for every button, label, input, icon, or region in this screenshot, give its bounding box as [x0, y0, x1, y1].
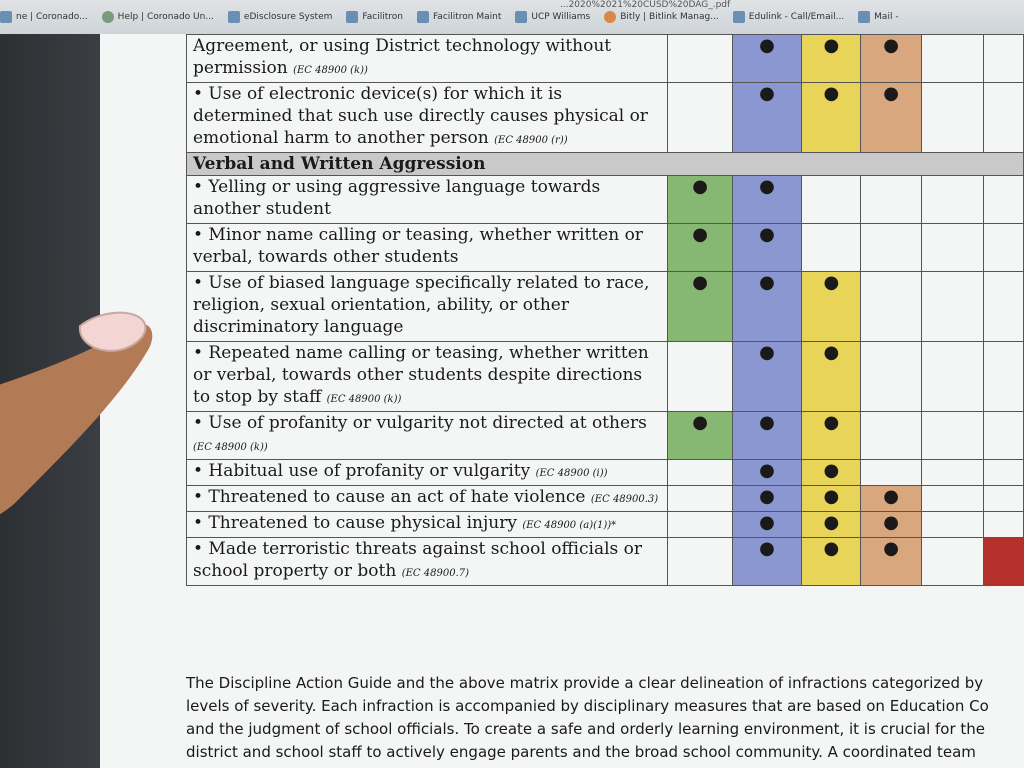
severity-cell [861, 83, 922, 153]
description-paragraph [186, 672, 1024, 764]
discipline-matrix [186, 34, 1024, 586]
edulink-icon [733, 11, 745, 23]
severity-cell [984, 342, 1024, 412]
bullet-dot-icon: ● [759, 512, 775, 533]
bullet-dot-icon: ● [759, 83, 775, 104]
bookmark-label: ne | Coronado... [16, 12, 88, 22]
severity-cell [732, 35, 802, 83]
infraction-text: • Use of profanity or vulgarity not directed at others [193, 413, 647, 433]
severity-cell [922, 412, 984, 460]
infraction-description [187, 538, 668, 586]
severity-cell [732, 412, 802, 460]
bullet-dot-icon: ● [823, 412, 840, 433]
tab-title: ...2020%2021%20CUSD%20DAG_.pdf [560, 0, 731, 10]
bullet-dot-icon: ● [759, 35, 775, 56]
severity-cell [861, 486, 922, 512]
infraction-row [187, 486, 1024, 512]
infraction-description [187, 460, 668, 486]
bookmark-label: Bitly | Bitlink Manag... [620, 12, 719, 22]
education-code: (EC 48900 (a)(1))* [522, 520, 617, 531]
infraction-text: • Yelling or using aggressive language towards another student [193, 177, 601, 219]
severity-cell [732, 272, 802, 342]
bullet-dot-icon: ● [883, 538, 899, 559]
bullet-dot-icon: ● [883, 486, 899, 507]
bullet-dot-icon: ● [823, 342, 840, 363]
education-code: (EC 48900.7) [401, 568, 470, 579]
bookmark-label: eDisclosure System [243, 12, 333, 22]
severity-cell [802, 538, 861, 586]
infraction-row [187, 83, 1024, 153]
severity-cell [802, 272, 861, 342]
section-header-row [187, 153, 1024, 176]
infraction-description [187, 272, 668, 342]
bookmark-label: Mail - [874, 12, 899, 22]
bookmarks-bar [0, 0, 1024, 35]
severity-cell [984, 83, 1024, 153]
bullet-dot-icon: ● [823, 538, 840, 559]
education-code: (EC 48900 (r)) [494, 135, 568, 146]
bullet-dot-icon: ● [692, 272, 708, 293]
severity-cell [732, 224, 802, 272]
severity-cell [668, 35, 732, 83]
bookmark-item[interactable] [417, 11, 501, 23]
severity-cell [861, 412, 922, 460]
severity-cell [802, 35, 861, 83]
education-code: (EC 48900.3) [590, 494, 659, 505]
severity-cell [802, 486, 861, 512]
severity-cell [668, 83, 732, 153]
severity-cell [732, 342, 802, 412]
bullet-dot-icon: ● [759, 412, 775, 433]
severity-cell [984, 538, 1024, 586]
bullet-dot-icon: ● [759, 272, 775, 293]
infraction-text: • Use of electronic device(s) for which it is determined that such use directly causes physical or emotional harm to another person [193, 84, 648, 148]
bookmark-item[interactable] [228, 11, 332, 23]
infraction-row [187, 35, 1024, 83]
pdf-document [100, 34, 1024, 768]
severity-cell [732, 512, 802, 538]
severity-cell [984, 486, 1024, 512]
infraction-text: • Repeated name calling or teasing, whether written or verbal, towards other students despite directions to stop by staff [193, 343, 649, 407]
severity-cell [802, 412, 861, 460]
bookmark-item[interactable] [346, 11, 403, 23]
infraction-description [187, 176, 668, 224]
severity-cell [861, 342, 922, 412]
page-icon [515, 11, 527, 23]
severity-cell [861, 512, 922, 538]
severity-cell [802, 176, 861, 224]
severity-cell [922, 486, 984, 512]
infraction-row [187, 460, 1024, 486]
infraction-description [187, 412, 668, 460]
bookmark-label: Facilitron Maint [432, 12, 502, 22]
bullet-dot-icon: ● [823, 512, 840, 533]
infraction-row [187, 224, 1024, 272]
severity-cell [668, 342, 732, 412]
severity-cell [984, 460, 1024, 486]
bookmark-label: Edulink - Call/Email... [748, 12, 845, 22]
severity-cell [802, 224, 861, 272]
bullet-dot-icon: ● [823, 272, 840, 293]
infraction-row [187, 342, 1024, 412]
severity-cell [732, 486, 802, 512]
severity-cell [668, 512, 732, 538]
severity-cell [861, 272, 922, 342]
infraction-text: • Threatened to cause an act of hate violence [193, 487, 586, 507]
severity-cell [984, 272, 1024, 342]
infraction-text: • Use of biased language specifically related to race, religion, sexual orientation, ability, or other discriminatory language [193, 273, 650, 337]
infraction-description [187, 35, 668, 83]
severity-cell [861, 538, 922, 586]
bullet-dot-icon: ● [883, 83, 899, 104]
severity-cell [922, 83, 984, 153]
infraction-row [187, 512, 1024, 538]
severity-cell [861, 224, 922, 272]
bullet-dot-icon: ● [823, 486, 840, 507]
education-code: (EC 48900 (k)) [326, 394, 402, 405]
severity-cell [802, 512, 861, 538]
severity-cell [668, 272, 732, 342]
severity-cell [802, 83, 861, 153]
bullet-dot-icon: ● [759, 460, 775, 481]
page-icon [228, 11, 240, 23]
severity-cell [668, 412, 732, 460]
bullet-dot-icon: ● [759, 486, 775, 507]
infraction-row [187, 412, 1024, 460]
bookmark-label: UCP Williams [531, 12, 591, 22]
bookmark-label: Facilitron [362, 12, 403, 22]
education-code: (EC 48900 (k)) [193, 442, 268, 453]
bullet-dot-icon: ● [883, 512, 899, 533]
infraction-text: Agreement, or using District technology without permission [193, 36, 612, 78]
severity-cell [922, 35, 984, 83]
bullet-dot-icon: ● [692, 412, 708, 433]
severity-cell [922, 272, 984, 342]
severity-cell [922, 538, 984, 586]
bookmark-item[interactable] [733, 11, 844, 23]
bullet-dot-icon: ● [823, 460, 840, 481]
infraction-row [187, 538, 1024, 586]
paragraph-line: district and school staff to actively engage parents and the broad school community. A coordinated team [186, 743, 976, 761]
infraction-description [187, 512, 668, 538]
severity-cell [732, 176, 802, 224]
facilitron-icon [346, 11, 358, 23]
severity-cell [984, 412, 1024, 460]
severity-cell [922, 512, 984, 538]
severity-cell [861, 176, 922, 224]
severity-cell [984, 176, 1024, 224]
severity-cell [732, 538, 802, 586]
help-icon [102, 11, 114, 23]
bullet-dot-icon: ● [823, 83, 840, 104]
paragraph-line: The Discipline Action Guide and the above matrix provide a clear delineation of infractions categorized by [186, 674, 984, 692]
severity-cell [802, 460, 861, 486]
infraction-description [187, 342, 668, 412]
infraction-text: • Habitual use of profanity or vulgarity [193, 461, 531, 481]
severity-cell [922, 460, 984, 486]
infraction-text: • Minor name calling or teasing, whether written or verbal, towards other students [193, 225, 643, 267]
bitly-icon [604, 11, 616, 23]
infraction-text: • Made terroristic threats against school officials or school property or both [193, 539, 643, 581]
infraction-row [187, 272, 1024, 342]
severity-cell [668, 224, 732, 272]
bullet-dot-icon: ● [692, 176, 708, 197]
severity-cell [922, 224, 984, 272]
bookmark-item[interactable] [858, 11, 898, 23]
education-code: (EC 48900 (k)) [293, 65, 368, 76]
severity-cell [732, 460, 802, 486]
severity-cell [668, 486, 732, 512]
bookmark-item[interactable] [604, 11, 719, 23]
severity-cell [984, 35, 1024, 83]
bullet-dot-icon: ● [692, 224, 708, 245]
severity-cell [984, 512, 1024, 538]
infraction-text: • Threatened to cause physical injury [193, 513, 517, 533]
bullet-dot-icon: ● [759, 342, 775, 363]
severity-cell [802, 342, 861, 412]
paragraph-line: levels of severity. Each infraction is accompanied by disciplinary measures that are based on Education Co [186, 697, 989, 715]
education-code: (EC 48900 (i)) [535, 468, 608, 479]
severity-cell [922, 176, 984, 224]
severity-cell [668, 460, 732, 486]
infraction-description [187, 224, 668, 272]
mail-icon [858, 11, 870, 23]
infraction-description [187, 83, 668, 153]
infraction-description [187, 486, 668, 512]
page-icon [0, 11, 12, 23]
bookmark-item[interactable] [515, 11, 590, 23]
severity-cell [984, 224, 1024, 272]
bullet-dot-icon: ● [759, 224, 775, 245]
paragraph-line: and the judgment of school officials. To create a safe and orderly learning environment, it is crucial for the [186, 720, 986, 738]
bookmark-item[interactable] [0, 11, 88, 23]
section-title: Verbal and Written Aggression [187, 153, 1024, 176]
bookmark-item[interactable] [102, 11, 214, 23]
bullet-dot-icon: ● [823, 35, 840, 56]
severity-cell [668, 538, 732, 586]
bookmark-label: Help | Coronado Un... [117, 12, 214, 22]
severity-cell [861, 460, 922, 486]
pointing-finger [0, 288, 190, 538]
severity-cell [922, 342, 984, 412]
severity-cell [861, 35, 922, 83]
bullet-dot-icon: ● [759, 538, 775, 559]
bullet-dot-icon: ● [883, 35, 899, 56]
severity-cell [732, 83, 802, 153]
bullet-dot-icon: ● [759, 176, 775, 197]
facilitron-icon [417, 11, 429, 23]
severity-cell [668, 176, 732, 224]
infraction-row [187, 176, 1024, 224]
